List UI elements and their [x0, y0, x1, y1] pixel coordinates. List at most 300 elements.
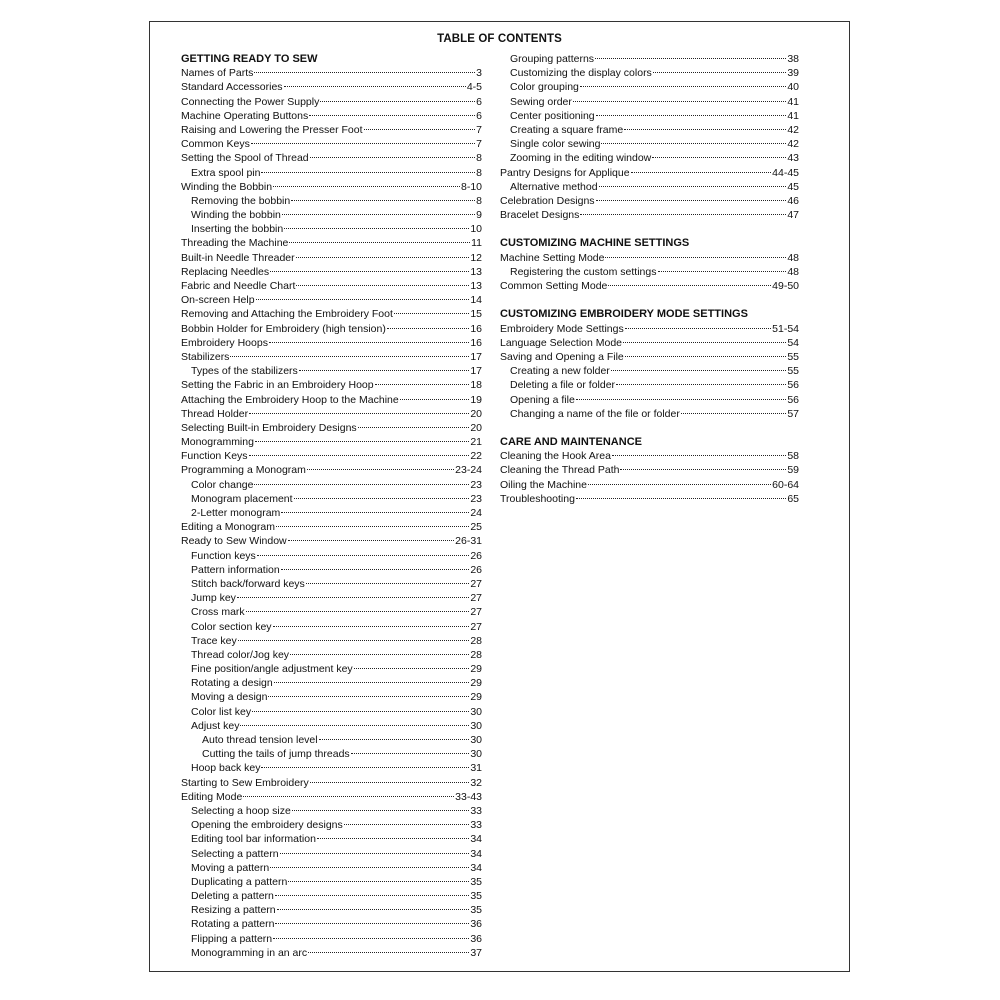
- toc-entry: [181, 804, 482, 818]
- toc-entry-page: 34: [470, 833, 482, 846]
- toc-entry-title: Changing a name of the file or folder: [510, 407, 680, 420]
- dot-leader: [351, 753, 470, 754]
- toc-entry-title: Thread Holder: [181, 407, 249, 420]
- toc-entry-page: 26: [470, 549, 482, 562]
- toc-entry-page: 54: [787, 336, 799, 349]
- toc-entry-page: 8: [476, 194, 482, 207]
- toc-entry-title: Color list key: [191, 705, 252, 718]
- toc-entry-title: Standard Accessories: [181, 81, 283, 94]
- toc-entry-page: 34: [470, 847, 482, 860]
- toc-section: [500, 52, 799, 222]
- dot-leader: [288, 540, 455, 541]
- toc-entry-page: 8-10: [460, 180, 482, 193]
- toc-entry-title: Cross mark: [191, 606, 245, 619]
- toc-entry-page: 25: [470, 521, 482, 534]
- dot-leader: [344, 824, 470, 825]
- toc-entry: [181, 932, 482, 946]
- toc-entry-title: Extra spool pin: [191, 166, 261, 179]
- dot-leader: [588, 484, 771, 485]
- toc-entry-page: 20: [470, 421, 482, 434]
- toc-entry: [181, 279, 482, 293]
- toc-entry-page: 7: [476, 138, 482, 151]
- toc-entry: [181, 435, 482, 449]
- dot-leader: [257, 555, 470, 556]
- toc-entry-page: 8: [476, 166, 482, 179]
- toc-entry-page: 35: [470, 875, 482, 888]
- toc-entry-page: 49-50: [772, 280, 799, 292]
- section-heading: GETTING READY TO SEW: [181, 53, 318, 65]
- toc-entry: [181, 251, 482, 265]
- toc-entry: [181, 903, 482, 917]
- toc-entry-title: Selecting Built-in Embroidery Designs: [181, 421, 357, 434]
- toc-entry-title: Embroidery Mode Settings: [500, 322, 624, 335]
- toc-entry-title: Removing the bobbin: [191, 194, 291, 207]
- toc-entry-title: Language Selection Mode: [500, 336, 623, 349]
- toc-entry-page: 29: [470, 691, 482, 704]
- toc-entry-title: Center positioning: [510, 109, 595, 122]
- toc-entry-title: Troubleshooting: [500, 492, 575, 505]
- dot-leader: [580, 214, 786, 215]
- dot-leader: [249, 455, 470, 456]
- toc-section: [500, 293, 799, 421]
- toc-entry-page: 57: [787, 407, 799, 420]
- toc-entry-title: Connecting the Power Supply: [181, 95, 320, 108]
- dot-leader: [268, 696, 469, 697]
- toc-entry-page: 21: [470, 436, 482, 449]
- toc-entry-title: Bobbin Holder for Embroidery (high tension): [181, 322, 386, 335]
- toc-entry: [500, 123, 799, 137]
- toc-entry-title: Attaching the Embroidery Hoop to the Machine: [181, 393, 399, 406]
- toc-entry: [500, 180, 799, 194]
- toc-entry-page: 41: [787, 109, 799, 122]
- dot-leader: [246, 611, 470, 612]
- toc-entry-page: 51-54: [772, 322, 799, 335]
- toc-entry-title: Alternative method: [510, 180, 598, 193]
- toc-entry: [500, 52, 799, 66]
- toc-entry: [181, 265, 482, 279]
- toc-entry: [181, 322, 482, 336]
- toc-entry-title: Function keys: [191, 549, 256, 562]
- toc-entry-title: Oiling the Machine: [500, 478, 587, 491]
- toc-entry: [181, 620, 482, 634]
- toc-entry-title: Pattern information: [191, 563, 280, 576]
- dot-leader: [273, 938, 469, 939]
- toc-entry: [181, 605, 482, 619]
- toc-entry-page: 37: [470, 946, 482, 959]
- toc-entry-title: Monogramming in an arc: [191, 946, 308, 959]
- toc-entry: [500, 336, 799, 350]
- page-title: TABLE OF CONTENTS: [437, 33, 562, 45]
- dot-leader: [394, 313, 469, 314]
- dot-leader: [289, 242, 470, 243]
- dot-leader: [252, 711, 469, 712]
- toc-entry: [181, 293, 482, 307]
- dot-leader: [320, 101, 475, 102]
- toc-entry: [181, 506, 482, 520]
- dot-leader: [273, 626, 470, 627]
- toc-entry-page: 20: [470, 407, 482, 420]
- toc-entry-page: 29: [470, 677, 482, 690]
- toc-entry-title: Rotating a design: [191, 677, 273, 690]
- toc-entry-page: 55: [787, 365, 799, 378]
- toc-entry-title: Thread color/Jog key: [191, 648, 290, 661]
- toc-entry-page: 43: [787, 152, 799, 165]
- toc-entry-title: Adjust key: [191, 719, 240, 732]
- toc-entry-title: Winding the Bobbin: [181, 180, 273, 193]
- toc-entry: [500, 166, 799, 180]
- dot-leader: [358, 427, 470, 428]
- toc-entry-title: Customizing the display colors: [510, 67, 652, 80]
- toc-entry-page: 42: [787, 138, 799, 151]
- toc-entry: [181, 336, 482, 350]
- toc-entry: [181, 591, 482, 605]
- toc-entry: [500, 478, 799, 492]
- section-heading: CARE AND MAINTENANCE: [500, 436, 642, 449]
- dot-leader: [354, 668, 470, 669]
- dot-leader: [310, 157, 476, 158]
- toc-entry: [181, 662, 482, 676]
- toc-entry-page: 27: [470, 620, 482, 633]
- toc-entry-title: Common Keys: [181, 138, 250, 151]
- dot-leader: [306, 583, 470, 584]
- toc-entry-title: Hoop back key: [191, 762, 261, 775]
- toc-entry-page: 29: [470, 663, 482, 676]
- toc-section: [500, 222, 799, 293]
- dot-leader: [307, 469, 454, 470]
- section-spacer: [500, 293, 799, 307]
- toc-entry: [500, 463, 799, 477]
- toc-entry-page: 16: [470, 322, 482, 335]
- dot-leader: [255, 441, 469, 442]
- toc-entry: [500, 95, 799, 109]
- toc-entry: [181, 520, 482, 534]
- dot-leader: [308, 952, 469, 953]
- toc-entry: [181, 747, 482, 761]
- toc-entry: [500, 265, 799, 279]
- dot-leader: [319, 739, 470, 740]
- toc-entry: [500, 251, 799, 265]
- dot-leader: [275, 923, 469, 924]
- toc-entry-page: 35: [470, 904, 482, 917]
- dot-leader: [658, 271, 787, 272]
- toc-entry: [181, 449, 482, 463]
- toc-entry-title: Jump key: [191, 592, 236, 605]
- toc-entry-title: Embroidery Hoops: [181, 336, 268, 349]
- toc-entry: [181, 889, 482, 903]
- toc-entry-title: Zooming in the editing window: [510, 152, 652, 165]
- dot-leader: [400, 399, 470, 400]
- toc-entry-page: 32: [470, 776, 482, 789]
- dot-leader: [254, 484, 469, 485]
- dot-leader: [596, 200, 787, 201]
- toc-entry: [181, 492, 482, 506]
- toc-entry-page: 8: [476, 152, 482, 165]
- toc-entry: [500, 194, 799, 208]
- toc-entry-page: 14: [470, 294, 482, 307]
- toc-entry: [500, 66, 799, 80]
- dot-leader: [249, 413, 469, 414]
- toc-entry: [181, 861, 482, 875]
- toc-entry-title: Threading the Machine: [181, 237, 289, 250]
- section-spacer: [500, 421, 799, 435]
- dot-leader: [274, 682, 470, 683]
- toc-entry-page: 30: [470, 748, 482, 761]
- toc-entry: [181, 847, 482, 861]
- toc-entry-page: 23: [470, 478, 482, 491]
- dot-leader: [261, 767, 469, 768]
- toc-entry: [500, 393, 799, 407]
- toc-entry: [181, 478, 482, 492]
- dot-leader: [277, 909, 470, 910]
- toc-entry-title: Color section key: [191, 620, 272, 633]
- toc-entry-title: Creating a square frame: [510, 123, 624, 136]
- toc-entry: [181, 421, 482, 435]
- dot-leader: [576, 498, 786, 499]
- toc-entry-page: 60-64: [772, 478, 799, 491]
- toc-entry-page: 58: [787, 450, 799, 463]
- toc-entry-page: 56: [787, 393, 799, 406]
- toc-entry-page: 3: [476, 67, 482, 80]
- dot-leader: [601, 143, 786, 144]
- toc-entry-page: 56: [787, 379, 799, 392]
- toc-entry-page: 4-5: [466, 81, 482, 94]
- dot-leader: [238, 640, 470, 641]
- toc-entry: [500, 407, 799, 421]
- dot-leader: [612, 455, 786, 456]
- toc-entry-title: Machine Setting Mode: [500, 251, 605, 264]
- toc-entry-title: Selecting a pattern: [191, 847, 279, 860]
- toc-entry: [181, 151, 482, 165]
- dot-leader: [273, 186, 460, 187]
- dot-leader: [596, 115, 787, 116]
- dot-leader: [237, 597, 469, 598]
- dot-leader: [281, 569, 470, 570]
- toc-entry-title: Stabilizers: [181, 350, 230, 363]
- toc-entry-title: Replacing Needles: [181, 265, 270, 278]
- toc-entry-page: 35: [470, 890, 482, 903]
- toc-entry-title: Opening a file: [510, 393, 575, 406]
- dot-leader: [625, 356, 787, 357]
- toc-entry-page: 28: [470, 648, 482, 661]
- toc-entry-page: 33: [470, 804, 482, 817]
- toc-entry-page: 16: [470, 336, 482, 349]
- dot-leader: [296, 257, 470, 258]
- dot-leader: [240, 725, 469, 726]
- toc-entry: [181, 563, 482, 577]
- dot-leader: [595, 58, 786, 59]
- toc-entry-title: Raising and Lowering the Presser Foot: [181, 123, 363, 136]
- toc-entry-page: 40: [787, 81, 799, 94]
- toc-entry-title: Trace key: [191, 634, 237, 647]
- toc-entry: [181, 776, 482, 790]
- dot-leader: [375, 384, 470, 385]
- toc-entry: [500, 364, 799, 378]
- toc-entry-page: 38: [787, 53, 799, 65]
- dot-leader: [254, 72, 475, 73]
- toc-entry-page: 30: [470, 734, 482, 746]
- toc-right-column: [500, 52, 799, 506]
- toc-entry-page: 6: [476, 109, 482, 122]
- toc-entry-page: 41: [787, 95, 799, 108]
- toc-entry: [500, 109, 799, 123]
- toc-entry: [181, 95, 482, 109]
- dot-leader: [230, 356, 469, 357]
- toc-entry: [181, 549, 482, 563]
- toc-entry-page: 15: [470, 308, 482, 321]
- toc-entry: [500, 279, 799, 293]
- toc-entry-page: 33-43: [455, 790, 482, 803]
- dot-leader: [616, 384, 786, 385]
- dot-leader: [652, 157, 786, 158]
- toc-entry-title: Programming a Monogram: [181, 464, 306, 477]
- toc-section: [500, 421, 799, 506]
- toc-entry: [181, 307, 482, 321]
- toc-entry-title: Setting the Fabric in an Embroidery Hoop: [181, 379, 374, 392]
- toc-entry: [181, 946, 482, 960]
- dot-leader: [270, 867, 469, 868]
- toc-entry-title: Starting to Sew Embroidery: [181, 776, 309, 789]
- toc-entry-page: 39: [787, 67, 799, 80]
- toc-entry-page: 36: [470, 932, 482, 945]
- toc-entry-page: 13: [470, 280, 482, 292]
- toc-entry-page: 48: [787, 265, 799, 278]
- toc-entry-page: 55: [787, 350, 799, 363]
- toc-entry-title: Function Keys: [181, 450, 248, 463]
- toc-entry-title: Deleting a pattern: [191, 890, 274, 903]
- toc-entry: [181, 917, 482, 931]
- dot-leader: [625, 328, 771, 329]
- toc-entry-page: 26-31: [455, 535, 482, 548]
- toc-entry: [181, 194, 482, 208]
- dot-leader: [387, 328, 469, 329]
- toc-entry-title: Names of Parts: [181, 67, 254, 80]
- toc-entry-page: 11: [471, 237, 482, 250]
- toc-entry: [181, 123, 482, 137]
- toc-entry-title: Auto thread tension level: [202, 734, 318, 746]
- toc-entry-title: Monogram placement: [191, 492, 293, 505]
- toc-entry-title: Winding the bobbin: [191, 209, 281, 222]
- toc-entry-page: 17: [470, 350, 482, 363]
- toc-entry: [181, 648, 482, 662]
- toc-entry: [181, 364, 482, 378]
- toc-entry-page: 17: [470, 365, 482, 378]
- dot-leader: [256, 299, 470, 300]
- toc-entry-title: Duplicating a pattern: [191, 875, 288, 888]
- dot-leader: [269, 342, 469, 343]
- toc-entry: [181, 705, 482, 719]
- toc-entry: [500, 492, 799, 506]
- toc-entry: [181, 222, 482, 236]
- section-spacer: [500, 222, 799, 236]
- toc-entry: [181, 236, 482, 250]
- toc-entry: [181, 733, 482, 747]
- toc-entry: [500, 151, 799, 165]
- toc-entry-title: Inserting the bobbin: [191, 223, 284, 236]
- toc-entry: [181, 208, 482, 222]
- toc-entry-page: 13: [470, 265, 482, 278]
- toc-entry-title: Celebration Designs: [500, 194, 595, 207]
- dot-leader: [275, 895, 469, 896]
- toc-entry-page: 42: [787, 123, 799, 136]
- dot-leader: [270, 271, 469, 272]
- toc-entry: [181, 875, 482, 889]
- toc-entry-page: 31: [470, 762, 482, 775]
- toc-entry-page: 46: [787, 194, 799, 207]
- dot-leader: [317, 838, 469, 839]
- toc-entry-title: Editing a Monogram: [181, 521, 275, 534]
- toc-entry: [500, 449, 799, 463]
- toc-entry-page: 45: [787, 180, 799, 193]
- toc-entry: [181, 534, 482, 548]
- toc-entry-title: Creating a new folder: [510, 365, 610, 378]
- dot-leader: [623, 342, 786, 343]
- toc-entry: [181, 634, 482, 648]
- toc-entry-page: 18: [470, 379, 482, 392]
- toc-entry-page: 36: [470, 918, 482, 931]
- toc-entry-page: 26: [470, 563, 482, 576]
- toc-entry-page: 10: [470, 223, 482, 236]
- dot-leader: [620, 469, 786, 470]
- toc-entry-title: On-screen Help: [181, 294, 255, 307]
- toc-entry: [181, 761, 482, 775]
- toc-entry: [181, 407, 482, 421]
- toc-entry: [500, 80, 799, 94]
- toc-entry-page: 23: [470, 492, 482, 505]
- toc-entry-title: Registering the custom settings: [510, 265, 657, 278]
- toc-entry-title: Opening the embroidery designs: [191, 819, 343, 832]
- toc-entry-title: Types of the stabilizers: [191, 365, 298, 378]
- toc-entry: [181, 166, 482, 180]
- section-heading: CUSTOMIZING MACHINE SETTINGS: [500, 237, 690, 250]
- toc-entry: [181, 676, 482, 690]
- toc-entry: [181, 66, 482, 80]
- toc-entry: [181, 832, 482, 846]
- dot-leader: [294, 498, 470, 499]
- dot-leader: [251, 143, 475, 144]
- toc-entry-title: 2-Letter monogram: [191, 507, 281, 519]
- dot-leader: [611, 370, 787, 371]
- toc-entry-page: 28: [470, 634, 482, 647]
- toc-entry-title: Fine position/angle adjustment key: [191, 663, 353, 676]
- toc-entry-title: Monogramming: [181, 436, 254, 449]
- toc-entry-title: Setting the Spool of Thread: [181, 152, 309, 165]
- toc-entry: [181, 577, 482, 591]
- toc-entry-page: 22: [470, 450, 482, 463]
- dot-leader: [276, 526, 469, 527]
- toc-entry-title: Grouping patterns: [510, 53, 595, 65]
- toc-entry-page: 27: [470, 592, 482, 605]
- toc-entry: [181, 350, 482, 364]
- toc-left-column: [181, 52, 482, 960]
- toc-entry-page: 27: [470, 577, 482, 590]
- toc-entry-title: Color grouping: [510, 81, 579, 94]
- dot-leader: [364, 129, 476, 130]
- dot-leader: [608, 285, 771, 286]
- toc-entry: [181, 180, 482, 194]
- toc-entry-title: Bracelet Designs: [500, 209, 580, 222]
- toc-entry-page: 19: [470, 393, 482, 406]
- dot-leader: [580, 86, 786, 87]
- dot-leader: [292, 810, 469, 811]
- toc-entry: [500, 378, 799, 392]
- dot-leader: [309, 115, 475, 116]
- toc-entry-page: 6: [476, 95, 482, 108]
- toc-entry-title: Selecting a hoop size: [191, 804, 291, 817]
- dot-leader: [299, 370, 470, 371]
- dot-leader: [290, 654, 469, 655]
- dot-leader: [282, 214, 475, 215]
- toc-entry-title: Deleting a file or folder: [510, 379, 616, 392]
